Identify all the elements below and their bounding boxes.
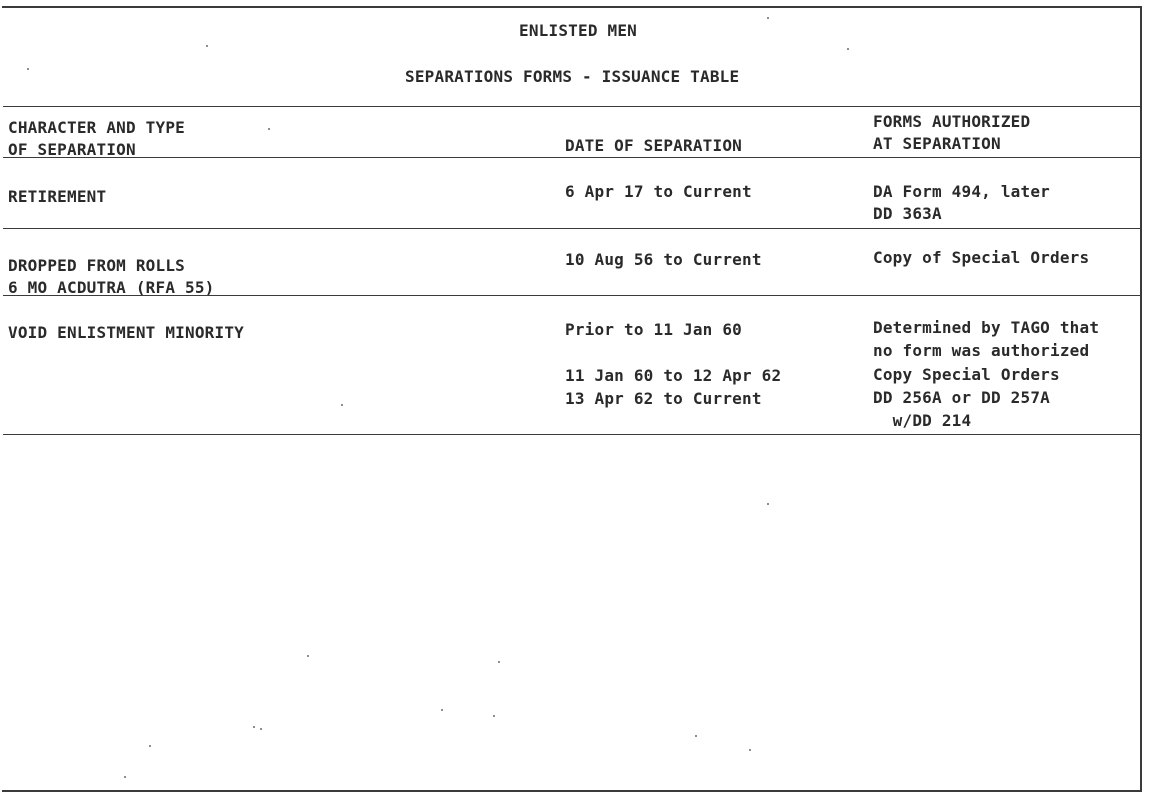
scan-speck: [767, 503, 769, 505]
row-retirement-forms-line2: DD 363A: [873, 204, 942, 223]
row-void-type: VOID ENLISTMENT MINORITY: [8, 323, 244, 342]
row-void-forms-3-line1: DD 256A or DD 257A: [873, 388, 1050, 407]
scan-speck: [341, 404, 343, 406]
page-title: ENLISTED MEN: [519, 21, 637, 40]
scan-speck: [27, 68, 29, 70]
row-dropped-type-line1: DROPPED FROM ROLLS: [8, 256, 185, 275]
scan-speck: [124, 776, 126, 778]
row-void-date-1: Prior to 11 Jan 60: [565, 320, 742, 339]
scan-speck: [847, 48, 849, 50]
scan-speck: [149, 745, 151, 747]
header-date: DATE OF SEPARATION: [565, 136, 742, 155]
scan-speck: [253, 726, 255, 728]
scan-speck: [260, 728, 262, 730]
row-retirement-type: RETIREMENT: [8, 187, 107, 206]
row-void-forms-1-line1: Determined by TAGO that: [873, 318, 1100, 337]
scan-speck: [767, 17, 769, 19]
table-bottom-rule: [3, 434, 1140, 435]
scan-speck: [749, 749, 751, 751]
scan-speck: [206, 45, 208, 47]
row-divider-1: [3, 228, 1140, 229]
row-dropped-forms: Copy of Special Orders: [873, 248, 1090, 267]
row-void-forms-1-line2: no form was authorized: [873, 341, 1090, 360]
header-character-line2: OF SEPARATION: [8, 140, 136, 159]
scan-speck: [493, 715, 495, 717]
row-void-date-3: 13 Apr 62 to Current: [565, 389, 762, 408]
scan-speck: [307, 655, 309, 657]
header-forms-line2: AT SEPARATION: [873, 134, 1001, 153]
header-character-line1: CHARACTER AND TYPE: [8, 118, 185, 137]
scan-speck: [268, 128, 270, 130]
row-void-forms-2: Copy Special Orders: [873, 365, 1060, 384]
header-forms-line1: FORMS AUTHORIZED: [873, 112, 1031, 131]
table-title: SEPARATIONS FORMS - ISSUANCE TABLE: [405, 67, 740, 86]
row-retirement-forms-line1: DA Form 494, later: [873, 182, 1050, 201]
row-divider-2: [3, 295, 1140, 296]
row-dropped-date: 10 Aug 56 to Current: [565, 250, 762, 269]
scan-speck: [695, 735, 697, 737]
header-top-rule: [3, 106, 1140, 107]
header-bottom-rule: [3, 157, 1140, 158]
scan-speck: [441, 709, 443, 711]
row-void-forms-3-line2: w/DD 214: [873, 411, 972, 430]
row-dropped-type-line2: 6 MO ACDUTRA (RFA 55): [8, 278, 215, 297]
row-void-date-2: 11 Jan 60 to 12 Apr 62: [565, 366, 782, 385]
scan-speck: [498, 661, 500, 663]
row-retirement-date: 6 Apr 17 to Current: [565, 182, 752, 201]
